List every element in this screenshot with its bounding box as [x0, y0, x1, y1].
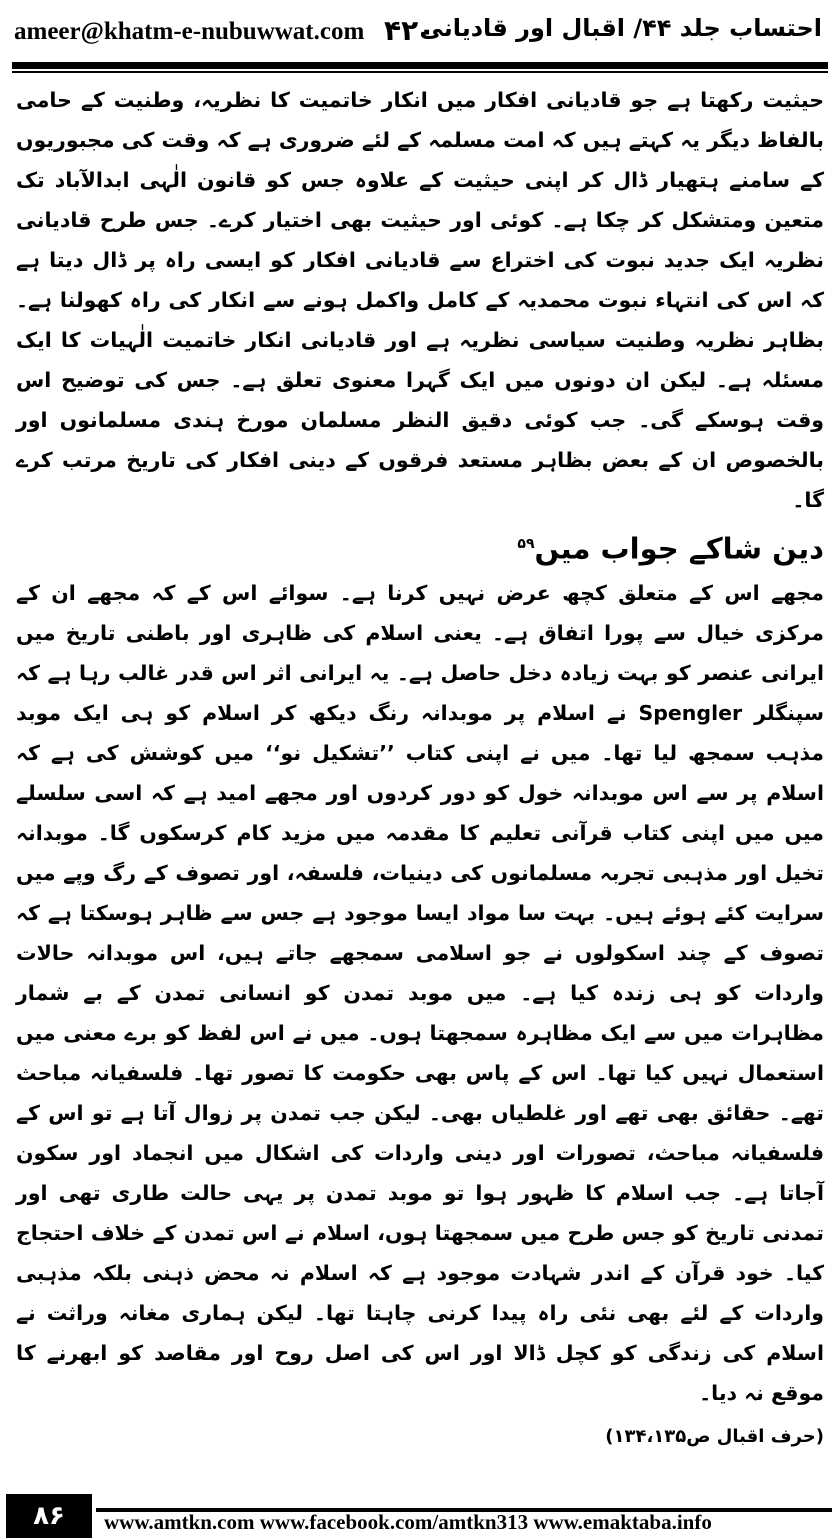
section-heading: [16, 522, 824, 571]
header-rule-thick: [12, 62, 828, 69]
footer-links: www.amtkn.com www.facebook.com/amtkn313 www.emaktaba.info: [104, 1510, 712, 1534]
header-rule-thin: [12, 71, 828, 73]
page-footer: [0, 1488, 840, 1540]
section-heading-text: دین شاکے جواب میں: [534, 531, 824, 566]
citation: (حرف اقبال ص۱۳۴،۱۳۵): [605, 1425, 824, 1447]
header-page-number: ۴۲۰: [384, 14, 436, 47]
page-body: [16, 80, 824, 1455]
page-header: [0, 0, 840, 60]
header-email: ameer@khatm-e-nubuwwat.com: [14, 18, 365, 45]
footnote-marker: ۵۹: [517, 536, 535, 552]
folio-number: ۸۶: [6, 1494, 92, 1538]
paragraph-2: مجھے اس کے متعلق کچھ عرض نہیں کرنا ہے۔ سوائے اس کے کہ مجھے ان کے مرکزی خیال سے پورا اتفاق ہے۔ یعنی اسلام کی ظاہری اور باطنی تاریخ میں ایرانی عنصر کو بہت زیادہ دخل حاصل ہے۔ یہ ایرانی اثر اس قدر غالب رہا ہے کہ سپنگلر Spengler نے اسلام پر موبدانہ رنگ دیکھ کر اسلام کو ہی ایک موبد مذہب سمجھ لیا تھا۔ میں نے اپنی کتاب ’’تشکیل نو‘‘ میں کوشش کی ہے کہ اسلام پر سے اس موبدانہ خول کو دور کردوں اور مجھے امید ہے کہ اسی سلسلے میں میں اپنی کتاب قرآنی تعلیم کا مقدمہ میں مزید کام کرسکوں گا۔ موبدانہ تخیل اور مذہبی تجربہ مسلمانوں کی دینیات، فلسفہ، اور تصوف کے رگ وپے میں سرایت کئے ہوئے ہیں۔ بہت سا مواد ایسا موجود ہے جس سے ظاہر ہوسکتا ہے کہ تصوف کے چند اسکولوں نے جو اسلامی سمجھے جاتے ہیں، اس موبدانہ حالات واردات کو ہی زندہ کیا ہے۔ میں موبد تمدن کو انسانی تمدن کے بے شمار مظاہرات میں سے ایک مظاہرہ سمجھتا ہوں۔ میں نے اس لفظ کو برے معنی میں استعمال نہیں کیا تھا۔ اس کے پاس بھی حکومت کا تصور تھا۔ فلسفیانہ مباحث تھے۔ حقائق بھی تھے اور غلطیاں بھی۔ لیکن جب تمدن پر زوال آتا ہے تو اس کے فلسفیانہ مباحث، تصورات اور دینی واردات کی اشکال میں انجماد اور سکون آجاتا ہے۔ جب اسلام کا ظہور ہوا تو موبد تمدن پر یہی حالت طاری تھی اور تمدنی تاریخ کو جس طرح میں سمجھتا ہوں، اسلام نے اس تمدن کے خلاف احتجاج کیا۔ خود قرآن کے اندر شہادت موجود ہے کہ اسلام نہ محض ذہنی بلکہ مذہبی واردات کے لئے بھی نئی راہ پیدا کرنی چاہتا تھا۔ لیکن ہماری مغانہ وراثت نے اسلام کی زندگی کو کچل ڈالا اور اس کی اصل روح اور مقاصد کو ابھرنے کا موقع نہ دیا۔: [16, 580, 825, 1405]
header-title: احتساب جلد ۴۴/ اقبال اور قادیانی: [419, 14, 822, 42]
paragraph-1: حیثیت رکھتا ہے جو قادیانی افکار میں انکار خاتمیت کا نظریہ، وطنیت کے حامی بالفاظ دیگر یہ کہتے ہیں کہ امت مسلمہ کے لئے ضروری ہے کہ وقت کی مجبوریوں کے سامنے ہتھیار ڈال کر اپنی حیثیت کے علاوہ جس کو قانون الٰہی ابدالآباد تک متعین ومتشکل کر چکا ہے۔ کوئی اور حیثیت بھی اختیار کرے۔ جس طرح قادیانی نظریہ ایک جدید نبوت کی اختراع سے قادیانی افکار کو ایسی راہ پر ڈال دیتا ہے کہ اس کی انتہاء نبوت محمدیہ کے کامل واکمل ہونے سے انکار کی راہ کھولنا ہے۔ بظاہر نظریہ وطنیت سیاسی نظریہ ہے اور قادیانی انکار خاتمیت الٰہیات کا ایک مسئلہ ہے۔ لیکن ان دونوں میں ایک گہرا معنوی تعلق ہے۔ جس کی توضیح اس وقت ہوسکے گی۔ جب کوئی دقیق النظر مسلمان مورخ ہندی مسلمانوں اور بالخصوص ان کے بعض بظاہر مستعد فرقوں کے دینی افکار کی تاریخ مرتب کرے گا۔: [16, 88, 824, 512]
